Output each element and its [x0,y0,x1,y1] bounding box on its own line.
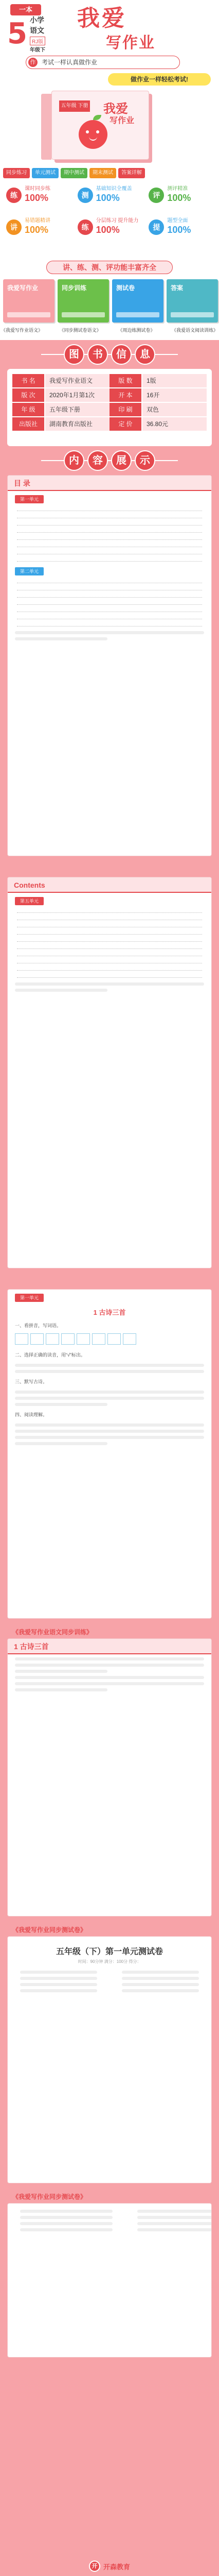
series-caption: 《我爱语文阅读训练》 [171,328,218,333]
contents-page-preview [7,877,212,1268]
feature-card [147,183,215,212]
book-subtitle: 写作业 [110,116,135,125]
features-section [0,165,219,258]
unit-tab: 第一单元 [15,495,44,503]
feature-tag: 同步练习 [3,168,30,178]
feature-label: 题型全面 [167,218,188,224]
exam-title: 五年级（下）第一单元测试卷 [56,1947,163,1956]
book-info-table [7,369,212,446]
lesson-title: 1 古诗三首 [93,1309,126,1316]
question-text: 三、默写古诗。 [15,1379,48,1384]
preview-caption: 《我爱写作业同步测试卷》 [12,1926,87,1934]
apple-mascot-icon [79,120,107,149]
lesson-page-preview [7,1289,212,1619]
term-label: 年级下 [30,47,45,53]
test-icon: 测 [78,188,93,203]
feature-card [76,183,144,212]
slogan-1 [26,56,180,69]
feature-label: 课时同步练 [25,186,50,192]
practice-icon: 练 [78,219,93,235]
grade-box [7,16,61,53]
pencil-icon: 作 [28,58,38,67]
evaluate-icon: 评 [149,188,164,203]
unit-tab: 第五单元 [15,897,44,905]
slogan-1-text: 考试一样认真做作业 [42,59,98,66]
title-char: 示 [135,450,155,471]
logo-name: 开森教育 [103,2563,130,2571]
series-book: 同步训练 [58,279,109,323]
edition-tag: RJ版 [30,37,45,45]
title-char: 容 [87,450,108,471]
preview-caption: 《我爱写作业语文同步训练》 [12,1629,93,1636]
feature-label: 测评精准 [167,186,188,192]
subject-line1: 小学 [30,16,44,24]
feature-grid [4,183,215,244]
series-caption: 《周边练测试卷》 [118,328,155,333]
series-book: 我爱写作业 [3,279,54,323]
series-book: 答案 [167,279,218,323]
title-char: 展 [111,450,132,471]
feature-percent: 100% [96,225,120,235]
quiz-header: 1 古诗三首 [8,1639,211,1654]
feature-percent: 100% [167,225,191,235]
series-books [3,279,218,323]
book-image [36,91,183,163]
grade-number: 5 [7,17,27,50]
unit-tab: 第二单元 [15,567,44,575]
table-row: 书 名 我爱写作业语文 版 数 1版 [12,374,207,387]
title-char: 图 [64,344,84,365]
question-text: 四、阅读理解。 [15,1412,48,1417]
feature-tag: 单元测试 [32,168,59,178]
title-char: 息 [135,344,155,365]
book-grade: 五年级 下册 [59,100,90,112]
feature-tag: 期末测试 [89,168,116,178]
feature-tags [3,168,145,178]
subject-line2: 语文 [30,26,44,35]
title-char: 内 [64,450,84,471]
feature-card [76,215,144,244]
table-row: 年 级 五年级下册 印 刷 双色 [12,403,207,416]
feature-label: 基础知识全覆盖 [96,186,132,192]
table-row: 版 次 2020年1月第1次 开 本 16开 [12,388,207,402]
feature-label: 分层练习 提升能力 [96,218,139,224]
logo-icon: 开 [89,2561,100,2572]
feature-card [4,215,72,244]
feature-card [4,183,72,212]
feature-tag: 答案详解 [118,168,145,178]
toc-header: 目 录 [8,476,211,491]
series-caption: 《同步测试卷语文》 [59,328,101,333]
footer-logo [0,2558,219,2574]
feature-label: 易错题精讲 [25,218,50,224]
series-book: 测试卷 [112,279,163,323]
book-title: 我爱 [103,102,128,116]
feature-card [147,215,215,244]
hero-section [0,0,219,165]
practice-icon: 练 [6,188,22,203]
feature-percent: 100% [25,193,49,203]
brand-badge: 一本 [10,4,41,15]
quiz-page-preview [7,1638,212,1917]
contents-header: Contents [8,877,211,893]
toc-page-preview [7,475,212,856]
series-caption: 《我爱写作业语文》 [1,328,43,333]
table-row: 出版社 湖南教育出版社 定 价 36.80元 [12,417,207,431]
info-section-title [0,340,219,369]
series-banner: 讲、练、测、评功能丰富齐全 [46,261,173,274]
slogan-2: 做作业一样轻松考试! [108,73,211,86]
series-section [0,258,219,340]
book-cover [51,91,149,160]
question-text: 一、看拼音，写词语。 [15,1323,62,1328]
feature-percent: 100% [96,193,120,203]
feature-percent: 100% [167,193,191,203]
question-text: 二、选择正确的读音，用“√”标出。 [15,1352,85,1358]
sub-title: 写作业 [106,34,155,52]
series-captions [1,327,218,333]
exam-page-preview [7,1936,212,2183]
title-char: 信 [111,344,132,365]
preview-section-title [0,446,219,475]
main-title: 我爱 [77,5,126,31]
answer-page-preview [7,2203,212,2358]
title-char: 书 [87,344,108,365]
feature-tag: 期中测试 [61,168,87,178]
question-icon: 提 [149,219,164,235]
feature-percent: 100% [25,225,49,235]
preview-caption: 《我爱写作业同步测试卷》 [12,2193,87,2200]
explain-icon: 讲 [6,219,22,235]
unit-tab: 第一单元 [15,1294,44,1302]
exam-meta: 时间：90分钟 满分：100分 得分： [78,1959,141,1964]
book-spine [41,94,51,160]
